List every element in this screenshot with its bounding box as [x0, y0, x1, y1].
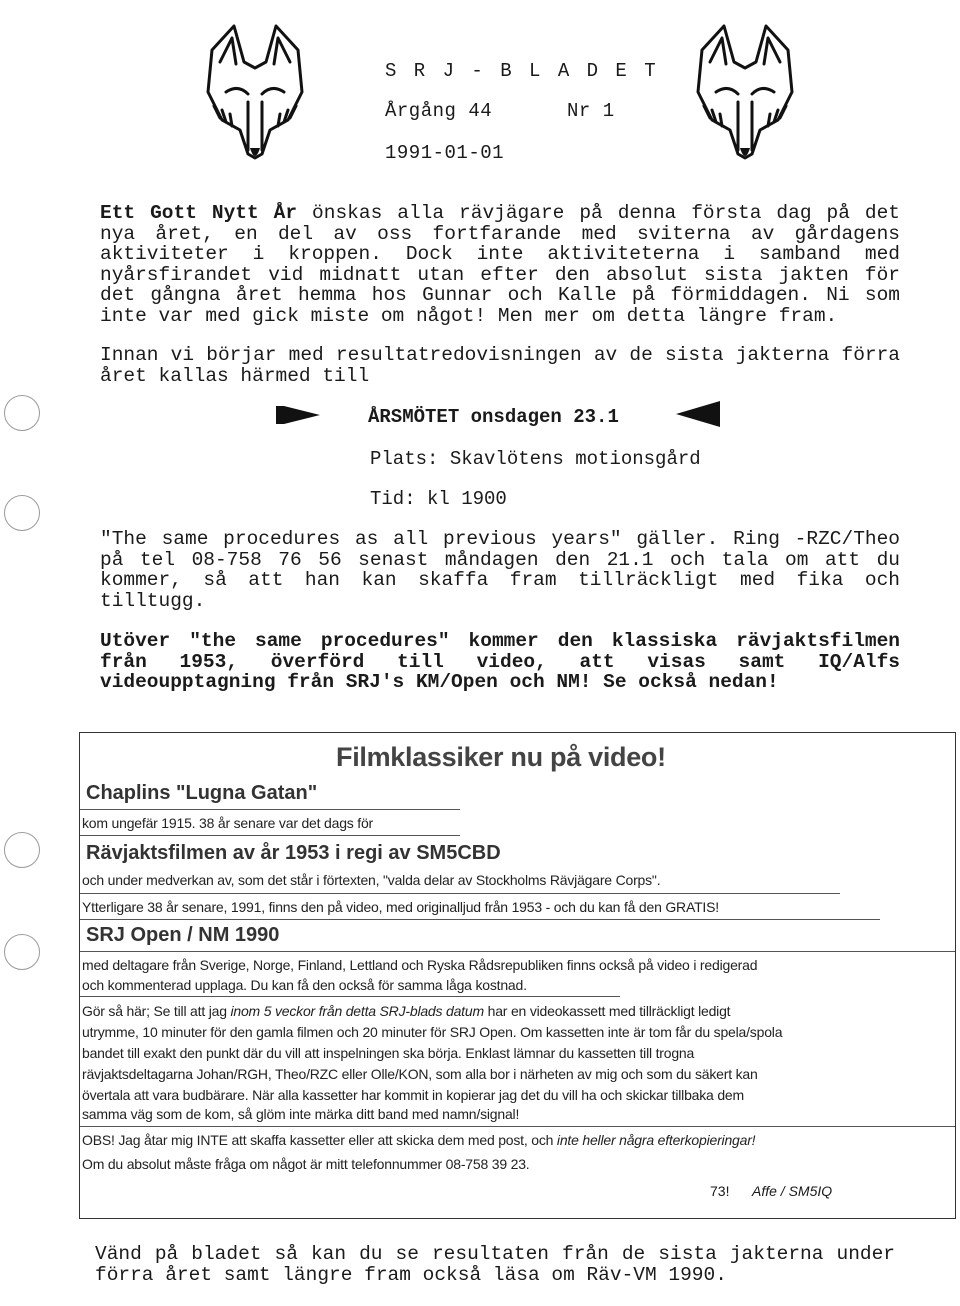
- footer-paragraph: Vänd på bladet så kan du se resultaten från de sista jakterna under förra året samt längre fram också läsa om Räv-VM 1990.: [95, 1243, 895, 1286]
- punch-hole: [4, 934, 40, 970]
- notice-text: har en videokassett med tillräckligt ledigt: [483, 1003, 731, 1019]
- punch-hole: [4, 495, 40, 531]
- issue-label: Nr 1: [567, 100, 615, 122]
- issue-date: 1991-01-01: [385, 142, 505, 164]
- notice-title: Filmklassiker nu på video!: [336, 742, 666, 772]
- invite-paragraph: Innan vi börjar med resultatredovisningen av de sista jakterna förra året kallas härmed till: [100, 344, 900, 387]
- notice-italic: inom 5 veckor från detta SRJ-blads datum: [230, 1003, 484, 1019]
- divider: [80, 1126, 955, 1127]
- notice-line: samma väg som de kom, så glöm inte märka ditt band med namn/signal!: [82, 1106, 520, 1122]
- divider: [80, 809, 460, 810]
- greeting-bold: Ett Gott Nytt År: [100, 202, 298, 224]
- signature-name: Affe / SM5IQ: [752, 1183, 833, 1199]
- signature-73: 73!: [710, 1183, 730, 1199]
- notice-line: övertala att vara budbärare. När alla kassetter har kommit in kopierar jag det du vill ha och skickar tillbaka dem: [82, 1087, 744, 1103]
- chaplin-heading: Chaplins "Lugna Gatan": [86, 782, 318, 804]
- meeting-time: Tid: kl 1900: [370, 488, 507, 510]
- notice-italic: inte heller några efterkopieringar!: [556, 1132, 756, 1148]
- notice-line: och kommenterad upplaga. Du kan få den också för samma låga kostnad.: [82, 977, 527, 993]
- notice-line: kom ungefär 1915. 38 år senare var det dags för: [82, 815, 374, 831]
- divider: [80, 919, 880, 920]
- notice-line: bandet till exakt den punkt där du vill att inspelningen ska börja. Enklast lämnar du kassetten till trogna: [82, 1045, 695, 1061]
- notice-line: med deltagare från Sverige, Norge, Finland, Lettland och Ryska Rådsrepubliken finns också på video i redigerad: [82, 957, 758, 973]
- intro-paragraph: [100, 203, 900, 326]
- film-1953-heading: Rävjaktsfilmen av år 1953 i regi av SM5CBD: [86, 842, 501, 864]
- punch-hole: [4, 395, 40, 431]
- procedures-paragraph: "The same procedures as all previous years" gäller. Ring -RZC/Theo på tel 08-758 76 56 senast måndagen den 21.1 och tala om att du kommer, så att han kan skaffa fram tillräckligt med fika och tilltugg.: [100, 528, 900, 612]
- annual-meeting-heading: ÅRSMÖTET onsdagen 23.1: [368, 406, 619, 428]
- notice-line: [82, 1132, 755, 1148]
- arrow-right-icon: [276, 403, 320, 427]
- notice-text: OBS! Jag åtar mig INTE att skaffa kassetter eller att skicka dem med post, och: [82, 1132, 557, 1148]
- notice-line: Om du absolut måste fråga om något är mitt telefonnummer 08-758 39 23.: [82, 1156, 530, 1172]
- fox-logo-right: [690, 22, 800, 162]
- divider: [80, 951, 955, 952]
- fox-logo-left: [200, 22, 310, 162]
- srj-open-heading: SRJ Open / NM 1990: [86, 924, 280, 946]
- newsletter-title: S R J - B L A D E T: [385, 60, 659, 82]
- divider: [80, 996, 620, 997]
- notice-line: Ytterligare 38 år senare, 1991, finns den på video, med originalljud från 1953 - och du kan få den GRATIS!: [82, 899, 719, 915]
- divider: [80, 893, 840, 894]
- notice-line: utrymme, 10 minuter för den gamla filmen och 20 minuter för SRJ Open. Om kassetten inte är tom får du spela/spola: [82, 1024, 783, 1040]
- film-paragraph: Utöver "the same procedures" kommer den klassiska rävjaktsfilmen från 1953, överförd till video, att visas samt IQ/Alfs videoupptagning från SRJ's KM/Open och NM! Se också nedan!: [100, 630, 900, 693]
- notice-text: Gör så här; Se till att jag: [82, 1003, 231, 1019]
- notice-line: rävjaktsdeltagarna Johan/RGH, Theo/RZC eller Olle/KON, som alla bor i närheten av mig och som du säkert kan: [82, 1066, 758, 1082]
- divider: [80, 835, 460, 836]
- arrow-left-icon: [676, 401, 720, 427]
- meeting-place: Plats: Skavlötens motionsgård: [370, 448, 701, 470]
- punch-hole: [4, 832, 40, 868]
- notice-line: [82, 1003, 730, 1019]
- notice-line: och under medverkan av, som det står i förtexten, "valda delar av Stockholms Rävjägare Corps".: [82, 872, 661, 888]
- intro-text: önskas alla rävjägare på denna första dag på det nya året, en del av oss fortfarande med sviterna av gårdagens aktiviteter i kroppen. Dock inte aktiviteterna i samband med nyårsfirandet vid midnatt utan efter den absolut sista jakten för det gångna året hemma hos Gunnar och Kalle på förmiddagen. Ni som inte var med gick miste om något! Men mer om detta längre fram.: [100, 202, 900, 327]
- volume-label: Årgång 44: [385, 100, 493, 122]
